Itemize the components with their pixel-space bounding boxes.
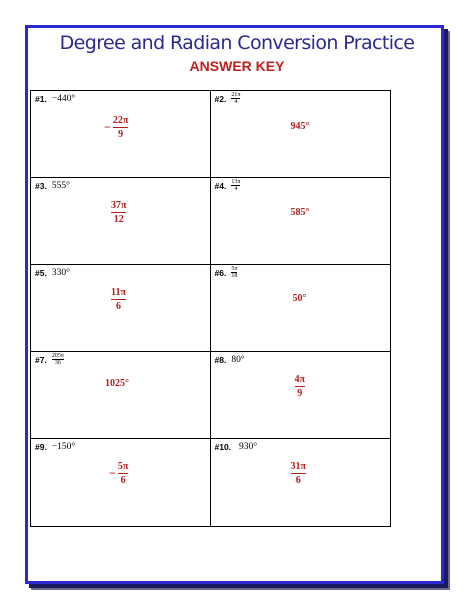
problem-number: #8.	[214, 355, 227, 365]
problem-cell-9	[31, 439, 211, 526]
problem-grid	[30, 90, 391, 527]
answer	[104, 115, 128, 140]
problem-given: 80°	[231, 355, 245, 365]
answer-sign: −	[109, 466, 116, 480]
problem-cell-1	[31, 91, 211, 178]
answer-numerator: 5π	[117, 461, 129, 472]
problem-given-numerator: 21π	[231, 92, 241, 98]
answer	[291, 207, 310, 218]
answer-value: 945°	[290, 121, 310, 132]
answer-value: 1025°	[105, 378, 129, 389]
answer	[291, 461, 306, 486]
problem-given-denominator: 4	[234, 186, 238, 192]
problem-number: #3.	[35, 181, 47, 191]
problem-number: #10.	[214, 442, 232, 452]
answer-denominator: 12	[113, 214, 124, 225]
problem-given-denominator: 4	[234, 99, 238, 105]
answer	[291, 121, 310, 132]
answer-numerator: 22π	[112, 115, 129, 126]
problem-given: 555°	[51, 181, 70, 191]
page-title: Degree and Radian Conversion Practice	[59, 32, 415, 54]
problem-number: #4.	[214, 181, 227, 191]
answer-sign: −	[104, 120, 111, 134]
answer	[111, 200, 126, 225]
answer-numerator: 4π	[294, 374, 305, 385]
answer-value: 50°	[292, 293, 307, 304]
answer-denominator: 6	[115, 301, 121, 312]
problem-given-denominator: 36	[54, 360, 61, 366]
problem-given-numerator: 5π	[231, 266, 238, 272]
problem-cell-10	[211, 439, 391, 526]
answer-numerator: 37π	[111, 200, 127, 211]
problem-cell-4	[211, 178, 391, 265]
problem-given: −150°	[51, 442, 76, 452]
problem-cell-3	[31, 178, 211, 265]
problem-number: #6.	[214, 268, 227, 278]
problem-given-numerator: 13π	[231, 179, 241, 185]
problem-number: #5.	[35, 268, 47, 278]
answer	[111, 287, 126, 312]
problem-given: −440°	[51, 94, 76, 104]
problem-number: #7.	[35, 355, 47, 365]
problem-cell-5	[31, 265, 211, 352]
answer-denominator: 6	[295, 475, 301, 486]
problem-given: 930°	[239, 442, 258, 452]
problem-number: #9.	[35, 442, 47, 452]
problem-cell-7	[31, 352, 211, 439]
answer-numerator: 11π	[111, 287, 126, 298]
problem-number: #1.	[35, 94, 47, 104]
problem-given-numerator: 205π	[51, 353, 64, 359]
answer	[293, 293, 307, 304]
answer	[109, 461, 128, 486]
answer-key-heading: ANSWER KEY	[189, 58, 285, 74]
answer-numerator: 31π	[290, 461, 306, 472]
answer-denominator: 9	[297, 388, 303, 399]
answer-denominator: 9	[118, 129, 124, 140]
problem-cell-8	[211, 352, 391, 439]
problem-number: #2.	[214, 94, 227, 104]
answer-value: 585°	[290, 207, 310, 218]
answer	[105, 378, 129, 389]
problem-cell-6	[211, 265, 391, 352]
answer-denominator: 6	[120, 475, 126, 486]
problem-given-denominator: 18	[231, 273, 238, 279]
problem-cell-2	[211, 91, 391, 178]
problem-given: 330°	[51, 268, 70, 278]
answer	[295, 374, 305, 399]
